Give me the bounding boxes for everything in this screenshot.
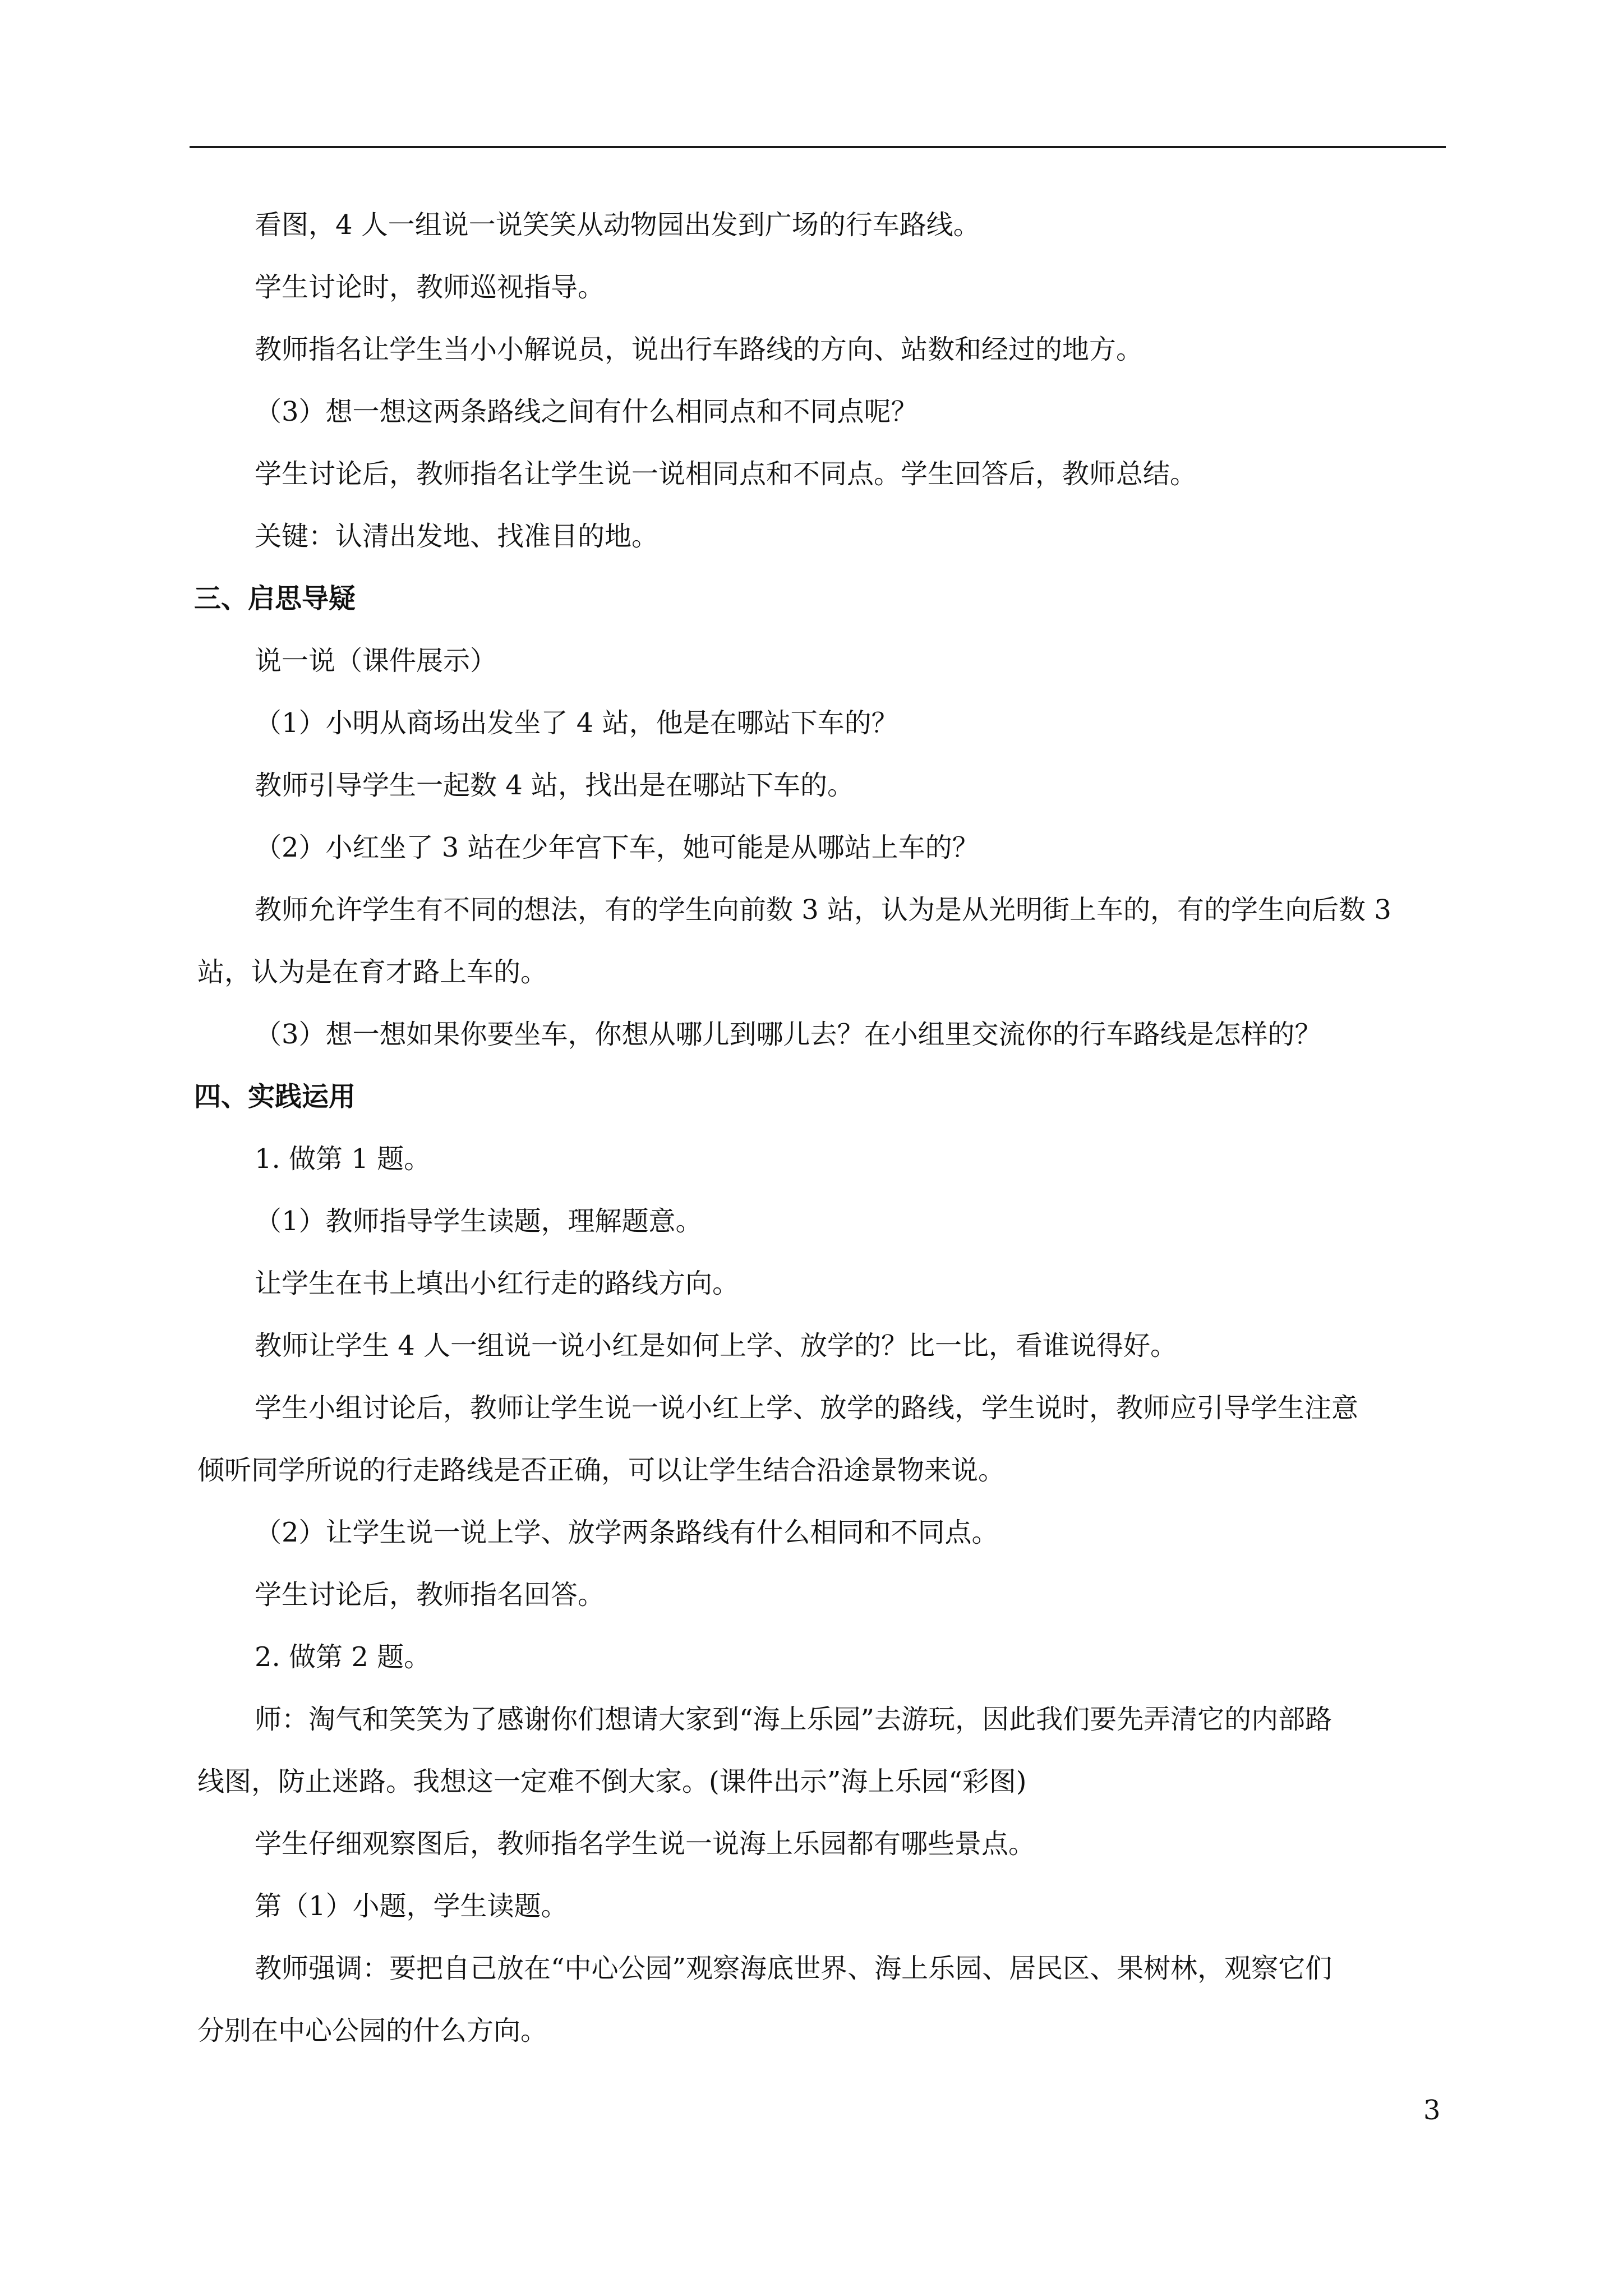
paragraph-line: 说一说（课件展示） xyxy=(255,645,497,677)
paragraph-line: （1）教师指导学生读题，理解题意。 xyxy=(255,1205,703,1237)
paragraph-line: 2. 做第 2 题。 xyxy=(255,1641,431,1673)
paragraph-line: 倾听同学所说的行走路线是否正确，可以让学生结合沿途景物来说。 xyxy=(197,1455,1006,1486)
paragraph-line: （3）想一想这两条路线之间有什么相同点和不同点呢？ xyxy=(255,396,918,427)
paragraph-line: 教师指名让学生当小小解说员，说出行车路线的方向、站数和经过的地方。 xyxy=(255,334,1144,365)
header-rule xyxy=(190,146,1446,148)
paragraph-line: 关键：认清出发地、找准目的地。 xyxy=(255,521,659,552)
paragraph-line: 1. 做第 1 题。 xyxy=(255,1143,431,1175)
paragraph-line: 教师强调：要把自己放在“中心公园”观察海底世界、海上乐园、居民区、果树林，观察它们 xyxy=(255,1953,1332,1984)
paragraph-line: 分别在中心公园的什么方向。 xyxy=(197,2015,548,2046)
paragraph-line: 教师让学生 4 人一组说一说小红是如何上学、放学的？比一比，看谁说得好。 xyxy=(255,1330,1178,1361)
heading-text: 三、启思导疑 xyxy=(194,583,356,614)
paragraph-line: 学生仔细观察图后，教师指名学生说一说海上乐园都有哪些景点。 xyxy=(255,1828,1036,1860)
paragraph-line: （3）想一想如果你要坐车，你想从哪儿到哪儿去？在小组里交流你的行车路线是怎样的？ xyxy=(255,1019,1322,1050)
paragraph-line: 师：淘气和笑笑为了感谢你们想请大家到“海上乐园”去游玩，因此我们要先弄清它的内部路 xyxy=(255,1704,1332,1735)
paragraph-line: 让学生在书上填出小红行走的路线方向。 xyxy=(255,1268,740,1299)
paragraph-line: 看图，4 人一组说一说笑笑从动物园出发到广场的行车路线。 xyxy=(255,209,980,241)
paragraph-line: （1）小明从商场出发坐了 4 站，他是在哪站下车的？ xyxy=(255,707,898,739)
paragraph-line: 学生小组讨论后，教师让学生说一说小红上学、放学的路线，学生说时，教师应引导学生注意 xyxy=(255,1392,1359,1424)
paragraph-line: 学生讨论后，教师指名让学生说一说相同点和不同点。学生回答后，教师总结。 xyxy=(255,458,1197,490)
paragraph-line: （2）让学生说一说上学、放学两条路线有什么相同和不同点。 xyxy=(255,1517,999,1548)
paragraph-line: 教师允许学生有不同的想法，有的学生向前数 3 站，认为是从光明街上车的，有的学生向后数 3 xyxy=(255,894,1391,926)
paragraph-line: 第（1）小题，学生读题。 xyxy=(255,1890,568,1922)
paragraph-line: 教师引导学生一起数 4 站，找出是在哪站下车的。 xyxy=(255,770,855,801)
page-number: 3 xyxy=(1423,2095,1441,2126)
heading-text: 四、实践运用 xyxy=(194,1081,356,1112)
paragraph-line: 学生讨论后，教师指名回答。 xyxy=(255,1579,605,1611)
paragraph-line: 线图，防止迷路。我想这一定难不倒大家。(课件出示”海上乐园“彩图) xyxy=(197,1766,1027,1797)
paragraph-line: 学生讨论时，教师巡视指导。 xyxy=(255,272,605,303)
paragraph-line: 站，认为是在育才路上车的。 xyxy=(197,956,548,988)
paragraph-line: （2）小红坐了 3 站在少年宫下车，她可能是从哪站上车的？ xyxy=(255,832,979,863)
